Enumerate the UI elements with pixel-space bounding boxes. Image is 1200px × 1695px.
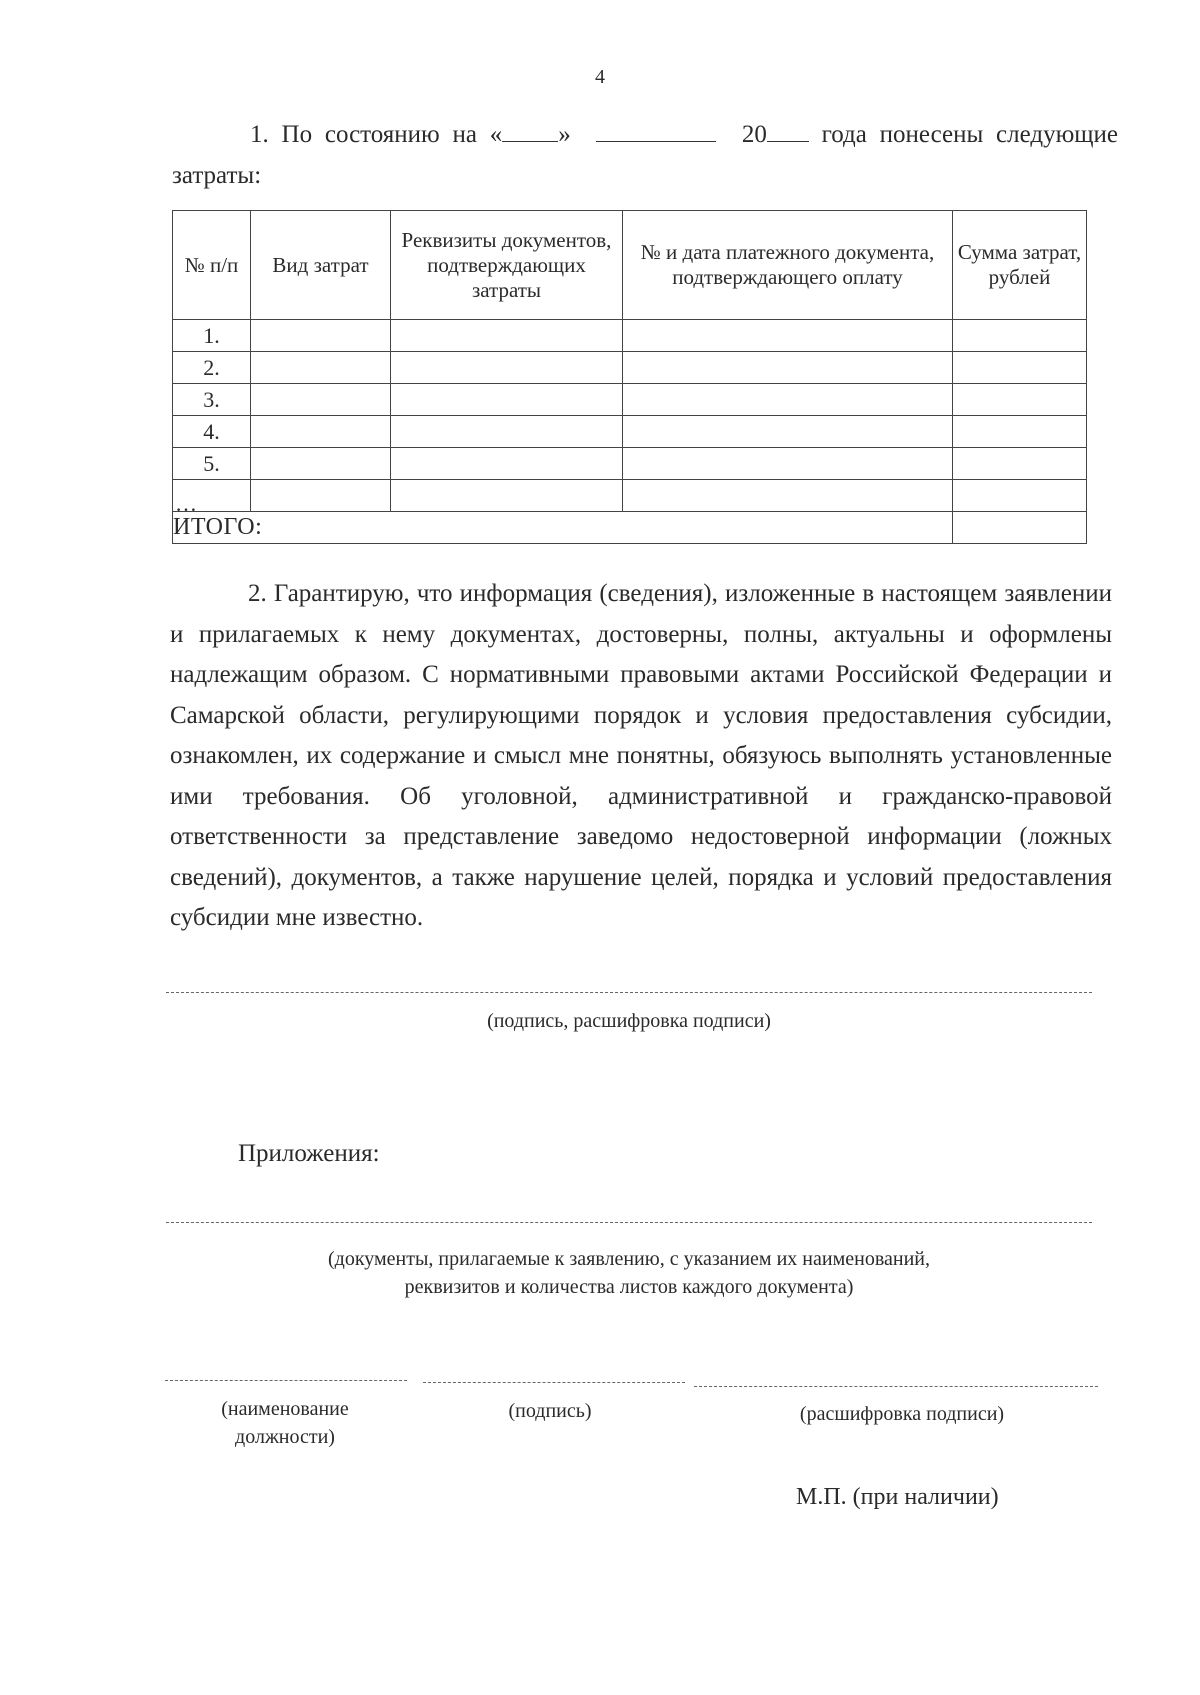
cell-sum <box>953 384 1087 416</box>
cell-payment-document <box>623 480 953 512</box>
costs-table <box>172 210 1087 544</box>
section1-paragraph <box>172 115 1118 196</box>
table-row-ellipsis <box>173 480 1087 512</box>
signature-caption-2: (подпись) <box>508 1400 592 1422</box>
signature-line <box>166 992 1092 993</box>
row-number: 1. <box>173 320 251 352</box>
table-row <box>173 320 1087 352</box>
appendix-label: Приложения: <box>238 1140 380 1167</box>
appendix-caption-line2: реквизитов и количества листов каждого документа) <box>404 1276 854 1298</box>
cell-documents <box>391 352 623 384</box>
section1-prefix: 1. По состоянию на « <box>250 121 503 148</box>
row-ellipsis: … <box>173 480 251 512</box>
cell-payment-document <box>623 448 953 480</box>
total-sum-cell <box>953 512 1087 544</box>
row-number: 2. <box>173 352 251 384</box>
table-row <box>173 384 1087 416</box>
cell-cost-type <box>251 352 391 384</box>
cell-cost-type <box>251 384 391 416</box>
appendix-line <box>166 1222 1092 1223</box>
page-number: 4 <box>595 66 605 88</box>
table-row <box>173 448 1087 480</box>
header-payment-document: № и дата платежного документа, подтверждающего оплату <box>623 211 953 320</box>
cell-payment-document <box>623 384 953 416</box>
month-blank <box>596 121 716 142</box>
header-number: № п/п <box>173 211 251 320</box>
cell-cost-type <box>251 448 391 480</box>
cell-cost-type <box>251 416 391 448</box>
appendix-caption-line1: (документы, прилагаемые к заявлению, с указанием их наименований, <box>328 1248 930 1270</box>
table-row <box>173 352 1087 384</box>
position-line <box>165 1380 407 1381</box>
signature-line-2 <box>423 1382 685 1383</box>
cell-payment-document <box>623 352 953 384</box>
header-sum: Сумма затрат, рублей <box>953 211 1087 320</box>
cell-sum <box>953 448 1087 480</box>
position-caption: (наименование должности) <box>221 1398 349 1448</box>
stamp-note: М.П. (при наличии) <box>796 1484 999 1510</box>
cell-sum <box>953 480 1087 512</box>
year-blank <box>767 121 809 142</box>
cell-documents <box>391 480 623 512</box>
row-number: 4. <box>173 416 251 448</box>
section1-suffix: года понесены следующие затраты: <box>172 121 1119 189</box>
decoding-caption: (расшифровка подписи) <box>799 1403 1005 1425</box>
cell-sum <box>953 416 1087 448</box>
header-documents: Реквизиты документов, подтверждающих затраты <box>391 211 623 320</box>
cell-payment-document <box>623 416 953 448</box>
cell-documents <box>391 448 623 480</box>
section1-quote-close: » <box>558 121 571 148</box>
cell-documents <box>391 320 623 352</box>
cell-documents <box>391 416 623 448</box>
cell-cost-type <box>251 480 391 512</box>
table-total-row <box>173 512 1087 544</box>
table-row <box>173 416 1087 448</box>
row-number: 5. <box>173 448 251 480</box>
signature-caption: (подпись, расшифровка подписи) <box>487 1010 771 1032</box>
table-header-row <box>173 211 1087 320</box>
year-prefix: 20 <box>741 121 767 148</box>
cell-cost-type <box>251 320 391 352</box>
cell-sum <box>953 320 1087 352</box>
day-blank <box>502 121 558 142</box>
cell-payment-document <box>623 320 953 352</box>
section2-paragraph: 2. Гарантирую, что информация (сведения), изложенные в настоящем заявлении и прилагаемых к нему документах, достоверны, полны, актуальны и оформлены надлежащим образом. С нормативными правовыми актами Российской Федерации и Самарской области, регулирующими порядок и условия предоставления субсидии, ознакомлен, их содержание и смысл мне понятны, обязуюсь выполнять установленные ими требования. Об уголовной, административной и гражданско-правовой ответственности за представление заведомо недостоверной информации (ложных сведений), документов, а также нарушение целей, порядка и условий предоставления субсидии мне известно. <box>170 580 1112 931</box>
decoding-line <box>694 1386 1098 1387</box>
header-cost-type: Вид затрат <box>251 211 391 320</box>
cell-sum <box>953 352 1087 384</box>
cell-documents <box>391 384 623 416</box>
total-label: ИТОГО: <box>173 512 953 544</box>
row-number: 3. <box>173 384 251 416</box>
